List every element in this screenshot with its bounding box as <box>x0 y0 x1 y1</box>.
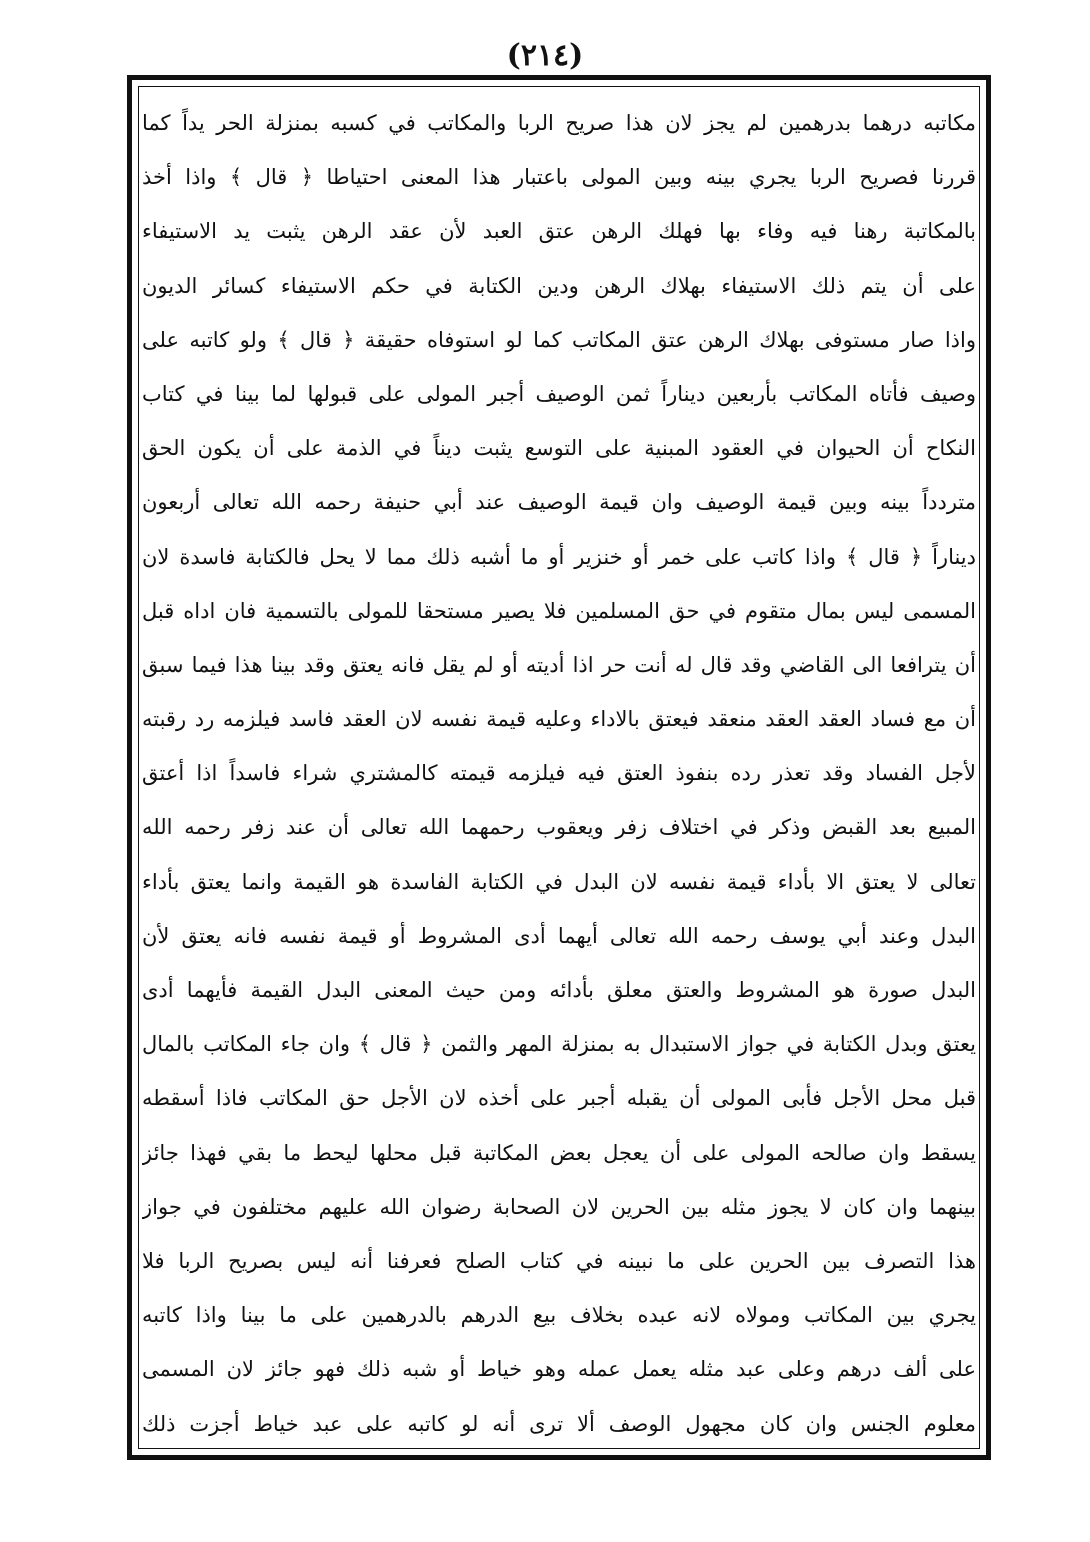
text-line: متردداً بينه وبين قيمة الوصيف وان قيمة الوصيف عند أبي حنيفة رحمه الله تعالى أربعون <box>142 490 976 515</box>
text-line: يعتق وبدل الكتابة في جواز الاستبدال به بمنزلة المهر والثمن ﴿ قال ﴾ وان جاء المكاتب بالمال <box>142 1032 976 1057</box>
text-line: المسمى ليس بمال متقوم في حق المسلمين فلا يصير مستحقا للمولى بالتسمية فان اداه قبل <box>142 598 976 623</box>
text-line: المبيع بعد القبض وذكر في اختلاف زفر ويعقوب رحمهما الله تعالى أن عند زفر رحمه الله <box>142 815 976 840</box>
body-text <box>142 96 976 1451</box>
text-line: تعالى لا يعتق الا بأداء قيمة نفسه لان البدل في الكتابة الفاسدة هو القيمة وانما يعتق بأداء <box>142 869 976 894</box>
text-line: معلوم الجنس وان كان مجهول الوصف ألا ترى أنه لو كاتبه على عبد خياط أجزت ذلك <box>142 1411 976 1436</box>
text-line: أن مع فساد العقد العقد منعقد فيعتق بالاداء وعليه قيمة نفسه لان العقد فاسد فيلزمه رد رقبته <box>142 707 976 732</box>
text-line: بينهما وان كان لا يجوز مثله بين الحرين لان الصحابة رضوان الله عليهم مختلفون في جواز <box>142 1194 976 1219</box>
text-line: لأجل الفساد وقد تعذر رده بنفوذ العتق فيه فيلزمه قيمته كالمشتري شراء فاسداً اذا أعتق <box>142 761 976 786</box>
text-line: على ألف درهم وعلى عبد مثله يعمل عمله وهو خياط أو شبه ذلك فهو جائز لان المسمى <box>142 1357 976 1382</box>
text-line: ديناراً ﴿ قال ﴾ واذا كاتب على خمر أو خنزير أو ما أشبه ذلك مما لا يحل فالكتابة فاسدة لان <box>142 544 976 569</box>
text-line: قررنا فصريح الربا يجري بينه وبين المولى باعتبار هذا المعنى احتياطا ﴿ قال ﴾ واذا أخذ <box>142 165 976 190</box>
text-line: يجري بين المكاتب ومولاه لانه عبده بخلاف بيع الدرهم بالدرهمين على ما بينا واذا كاتبه <box>142 1303 976 1328</box>
text-line: هذا التصرف بين الحرين على ما نبينه في كتاب الصلح فعرفنا أنه ليس بصريح الربا فلا <box>142 1248 976 1273</box>
text-line: مكاتبه درهما بدرهمين لم يجز لان هذا صريح الربا والمكاتب في كسبه بمنزلة الحر يداً كما <box>142 111 976 135</box>
text-line: قبل محل الأجل فأبى المولى أن يقبله أجبر على أخذه لان الأجل حق المكاتب فاذا أسقطه <box>142 1086 976 1111</box>
page-number: (٢١٤) <box>506 38 584 73</box>
text-line: على أن يتم ذلك الاستيفاء بهلاك الرهن ودين الكتابة في حكم الاستيفاء كسائر الديون <box>142 273 976 298</box>
text-line: واذا صار مستوفى بهلاك الرهن عتق المكاتب كما لو استوفاه حقيقة ﴿ قال ﴾ ولو كاتبه على <box>142 327 976 352</box>
text-line: بالمكاتبة رهنا فيه وفاء بها فهلك الرهن عتق العبد لأن عقد الرهن يثبت يد الاستيفاء <box>142 219 976 244</box>
text-line: أن يترافعا الى القاضي وقد قال له أنت حر اذا أديته أو لم يقل فانه يعتق وقد بينا هذا فيما سبق <box>142 652 976 677</box>
text-line: يسقط وان صالحه المولى على أن يعجل بعض المكاتبة قبل محلها ليحط ما بقي فهذا جائز <box>142 1140 976 1165</box>
text-line: وصيف فأتاه المكاتب بأربعين ديناراً ثمن الوصيف أجبر المولى على قبولها لما بينا في كتاب <box>142 381 976 406</box>
text-line: البدل وعند أبي يوسف رحمه الله تعالى أيهما أدى المشروط أو قيمة نفسه فانه يعتق لأن <box>142 923 976 948</box>
text-line: البدل صورة هو المشروط والعتق معلق بأدائه ومن حيث المعنى البدل القيمة فأيهما أدى <box>142 978 976 1002</box>
text-line: النكاح أن الحيوان في العقود المبنية على التوسع يثبت ديناً في الذمة على أن يكون الحق <box>142 436 976 461</box>
